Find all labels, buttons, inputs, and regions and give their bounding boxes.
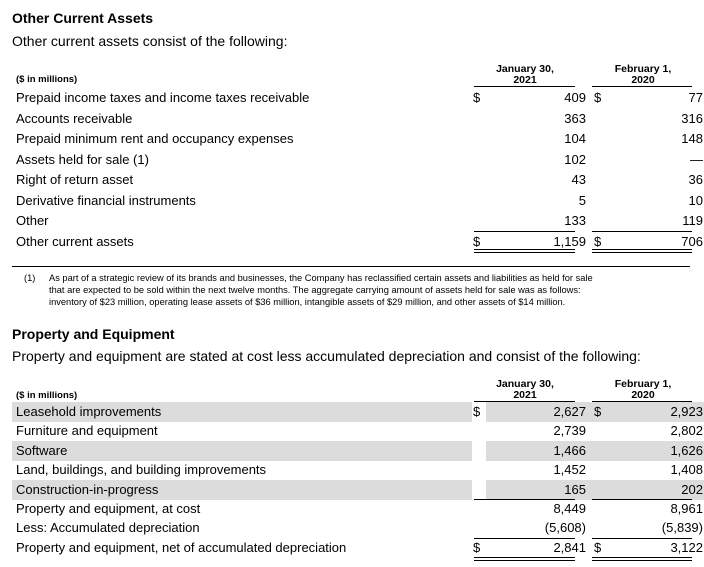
table-row	[12, 480, 704, 500]
value-2020: 3,122	[670, 539, 703, 555]
table-row	[12, 88, 704, 108]
row-label: Right of return asset	[16, 172, 134, 187]
row-label: Furniture and equipment	[16, 423, 158, 439]
column-header-rule	[474, 86, 575, 87]
currency-symbol: $	[594, 539, 602, 555]
column-header-rule	[592, 86, 692, 87]
column-header-2020-line1: February 1,	[614, 63, 672, 75]
column-header-2020-line2: 2020	[631, 389, 655, 401]
value-2020: 10	[688, 192, 703, 208]
table-row	[12, 499, 704, 519]
units-label: ($ in millions)	[16, 390, 78, 401]
table-row	[12, 150, 704, 170]
column-header-2021-line1: January 30,	[496, 378, 554, 390]
total-double-rule	[474, 249, 575, 253]
row-label: Accounts receivable	[16, 110, 133, 126]
value-2021: 1,452	[553, 462, 586, 478]
total-double-rule	[474, 557, 575, 561]
value-2020: (5,839)	[661, 520, 703, 536]
subtotal-rule	[474, 499, 575, 500]
value-2020: 1,408	[670, 462, 703, 478]
table-row	[12, 129, 704, 149]
currency-symbol: $	[473, 90, 481, 105]
value-2021: 102	[564, 151, 586, 167]
section-intro-property: Property and equipment are stated at cost less accumulated depreciation and consist of the following:	[12, 348, 641, 364]
value-2020: 77	[688, 90, 703, 105]
row-label: Property and equipment, at cost	[16, 501, 201, 516]
column-header-2020-line2: 2020	[631, 74, 655, 86]
row-label: Prepaid income taxes and income taxes receivable	[16, 90, 310, 105]
value-2020: —	[690, 151, 703, 167]
footnote-marker: (1)	[24, 273, 36, 283]
table-row	[12, 211, 704, 231]
table-row	[12, 518, 704, 538]
row-label: Assets held for sale (1)	[16, 151, 149, 167]
table-row	[12, 441, 704, 461]
table-row	[12, 402, 704, 422]
row-label: Prepaid minimum rent and occupancy expenses	[16, 131, 294, 146]
currency-symbol: $	[594, 404, 602, 419]
table-row	[12, 109, 704, 129]
value-2020: 8,961	[670, 501, 703, 516]
currency-symbol: $	[473, 539, 481, 555]
value-2020: 148	[681, 131, 703, 146]
value-2020: 1,626	[670, 442, 703, 458]
value-2021: 5	[578, 192, 586, 208]
subtotal-rule	[474, 538, 575, 539]
column-header-2021	[488, 379, 562, 401]
value-2021: 133	[564, 213, 586, 228]
currency-symbol: $	[473, 233, 481, 249]
value-2021: 2,841	[553, 539, 586, 555]
row-label: Land, buildings, and building improvements	[16, 462, 267, 478]
section-title-property: Property and Equipment	[12, 326, 175, 342]
value-2021: (5,608)	[544, 520, 586, 536]
subtotal-rule	[474, 231, 575, 232]
row-label: Leasehold improvements	[16, 404, 162, 419]
row-label: Construction-in-progress	[16, 481, 159, 497]
value-2020: 706	[681, 233, 703, 249]
currency-symbol: $	[594, 90, 602, 105]
table-row	[12, 421, 704, 441]
subtotal-rule	[592, 499, 692, 500]
value-2020: 2,802	[670, 423, 703, 439]
value-2021: 1,466	[553, 442, 586, 458]
column-header-2021-line2: 2021	[513, 389, 537, 401]
footnote-divider	[12, 266, 690, 267]
row-label: Other current assets	[16, 233, 134, 249]
row-label: Software	[16, 442, 68, 458]
subtotal-rule	[592, 538, 692, 539]
value-2021: 43	[571, 172, 586, 187]
value-2021: 363	[564, 110, 586, 126]
value-2020: 119	[682, 213, 703, 228]
column-header-2020-line1: February 1,	[614, 378, 672, 390]
value-2020: 202	[681, 481, 703, 497]
table-row	[12, 191, 704, 211]
footnote-text-line2: that are expected to be sold within the next twelve months. The aggregate carrying amount of assets held for sale was as follows:	[49, 285, 581, 295]
total-double-rule	[592, 557, 692, 561]
column-header-2021-line2: 2021	[513, 74, 537, 86]
value-2021: 409	[564, 90, 586, 105]
section-title-current-assets: Other Current Assets	[12, 10, 154, 26]
value-2021: 8,449	[553, 501, 586, 516]
footnote-text-line1: As part of a strategic review of its brands and businesses, the Company has reclassified certain assets and liabilities as held for sale	[49, 273, 593, 283]
table-row	[12, 460, 704, 480]
table-row	[12, 170, 704, 190]
value-2020: 316	[681, 110, 703, 126]
row-label: Property and equipment, net of accumulated depreciation	[16, 539, 347, 555]
footnote-text-line3: inventory of $23 million, operating lease assets of $36 million, intangible assets of $29 million, and other assets of $14 million.	[49, 297, 566, 307]
column-header-2020	[605, 64, 681, 86]
section-intro-current-assets: Other current assets consist of the following:	[12, 33, 288, 49]
column-header-2021-line1: January 30,	[496, 63, 554, 75]
row-shading	[12, 441, 472, 461]
column-header-2021	[488, 64, 562, 86]
column-header-2020	[605, 379, 681, 401]
table-row	[12, 538, 704, 558]
currency-symbol: $	[473, 404, 481, 419]
value-2021: 2,627	[553, 404, 586, 419]
units-label: ($ in millions)	[16, 74, 78, 85]
total-double-rule	[592, 249, 692, 253]
row-label: Other	[16, 213, 49, 228]
value-2020: 2,923	[670, 404, 703, 419]
subtotal-rule	[592, 231, 692, 232]
value-2021: 165	[564, 481, 586, 497]
value-2021: 104	[564, 131, 586, 146]
value-2020: 36	[688, 172, 703, 187]
value-2021: 1,159	[553, 233, 586, 249]
value-2021: 2,739	[553, 423, 586, 439]
row-label: Less: Accumulated depreciation	[16, 520, 200, 536]
currency-symbol: $	[594, 233, 602, 249]
row-label: Derivative financial instruments	[16, 192, 196, 208]
